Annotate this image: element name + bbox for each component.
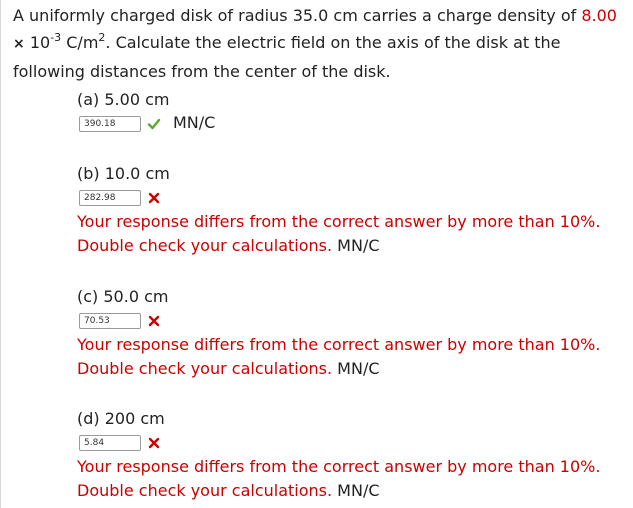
part-b-feedback-line2 [77, 234, 627, 258]
density-unit: C/m [66, 33, 99, 52]
density-unit-exponent: 2 [98, 30, 106, 44]
part-d [77, 409, 627, 503]
part-b-label: (b) 10.0 cm [77, 164, 170, 183]
left-border [0, 0, 1, 508]
part-c-feedback-line2 [77, 357, 627, 381]
part-d-unit: MN/C [337, 481, 380, 500]
problem-text-end: . Calculate the electric field on the axis of the disk at the following distances from the center of the disk. [13, 33, 561, 81]
x-icon [147, 313, 161, 329]
part-b-unit: MN/C [337, 236, 380, 255]
part-b-feedback-line1: Your response differs from the correct answer by more than 10%. [77, 212, 601, 231]
part-c-label: (c) 50.0 cm [77, 287, 169, 306]
part-d-feedback-line2 [77, 479, 627, 503]
part-d-label: (d) 200 cm [77, 409, 165, 428]
part-c-feedback-text: Double check your calculations. [77, 359, 333, 378]
part-d-feedback [77, 455, 627, 503]
power-base: 10 [29, 33, 51, 52]
part-c-answer-row [77, 313, 627, 331]
part-c-answer-input[interactable] [79, 313, 141, 329]
part-a-unit: MN/C [173, 113, 216, 132]
power-exponent: -3 [50, 30, 62, 44]
problem-statement [13, 2, 625, 85]
part-a-answer-input[interactable] [79, 116, 141, 132]
part-c-feedback [77, 333, 627, 381]
part-b-answer-input[interactable] [79, 190, 141, 206]
part-c-unit: MN/C [337, 359, 380, 378]
x-icon [147, 190, 161, 206]
times-sign: × [13, 36, 25, 52]
part-b-answer-row [77, 190, 627, 208]
part-b [77, 164, 627, 258]
part-b-feedback [77, 210, 627, 258]
charge-density-value: 8.00 [581, 6, 617, 25]
part-d-answer-row [77, 435, 627, 453]
check-icon [147, 116, 161, 132]
x-icon [147, 435, 161, 451]
part-a-label: (a) 5.00 cm [77, 90, 170, 109]
part-d-feedback-line1: Your response differs from the correct answer by more than 10%. [77, 457, 601, 476]
part-b-feedback-text: Double check your calculations. [77, 236, 333, 255]
part-c [77, 287, 627, 381]
part-a-answer-row [77, 113, 627, 134]
part-d-answer-input[interactable] [79, 435, 141, 451]
part-c-feedback-line1: Your response differs from the correct answer by more than 10%. [77, 335, 601, 354]
part-d-feedback-text: Double check your calculations. [77, 481, 333, 500]
part-a [77, 90, 627, 134]
problem-text-start: A uniformly charged disk of radius 35.0 cm carries a charge density of [13, 6, 582, 25]
